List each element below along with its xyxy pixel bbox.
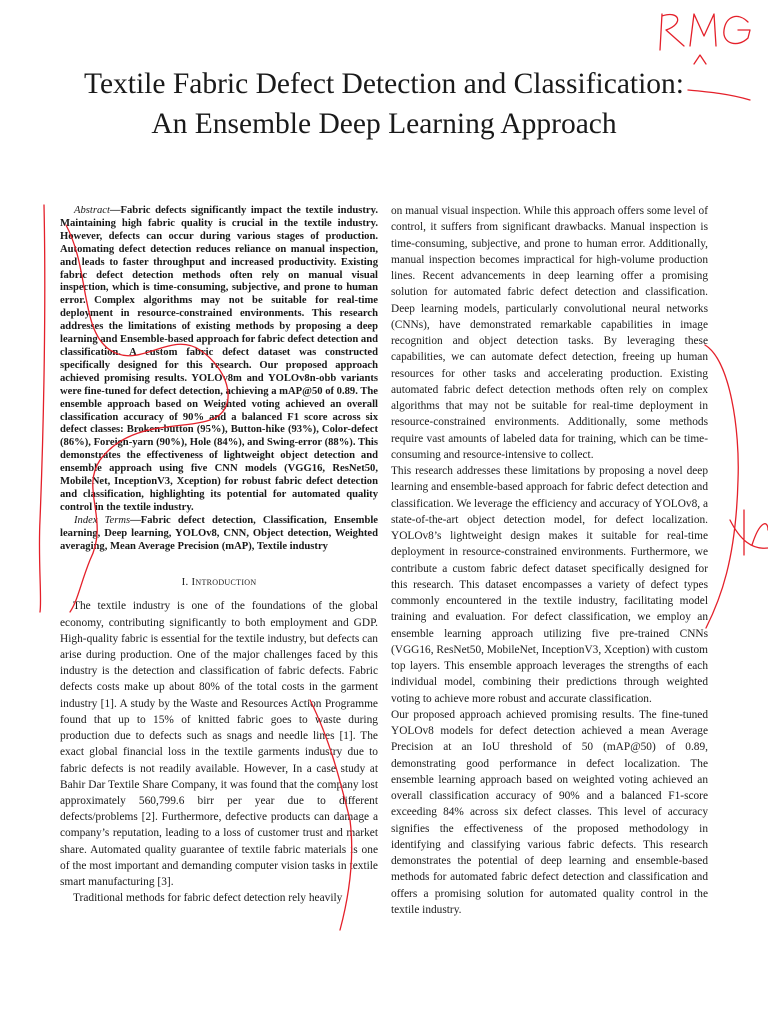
abstract-dash: — [109,205,121,216]
intro-paragraph-2: Traditional methods for fabric defect detection rely heavily [73,892,343,905]
paper-title [40,64,728,144]
annotation-right-bracket [705,345,738,628]
annotation-left-bracket [39,205,44,612]
abstract [60,205,378,515]
intro-paragraph-5: Our proposed approach achieved promising results. The fine-tuned YOLOv8 models for defect detection achieved a mean Average Precision at an IoU threshold of 50 (mAP@50) of 0.89, demonstrating good performance in defect localization. The ensemble learning approach based on weighted voting achieved an overall classification accuracy of 90% and a balanced F1-score exceeding 84% across six defect classes. This level of accuracy signifies the effectiveness of the proposed methodology in identifying and classifying various fabric defects. This research demonstrates the potential of deep learning and ensemble-based methods for automated fabric defect detection and classification and offers a promising solution for automated quality control in the textile industry. [391,708,708,916]
title-line-1: Textile Fabric Defect Detection and Classification: [83,68,684,100]
annotation-rmg [660,14,750,50]
index-terms-lead: Index Terms [74,514,131,526]
abstract-text: Fabric defects significantly impact the textile industry. Maintaining high fabric quality is crucial in the textile industry. However, defects can occur during various stages of production. Automating defect detection reduces reliance on manual inspection, and leads to faster throughput and increased productivity. Existing fabric defect detection methods often rely on manual visual inspection, which is time-consuming, subjective, and prone to human error. Complex algorithms may not be suitable for real-time deployment in resource-constrained environments. This research addresses the limitations of existing methods by proposing a deep learning and Ensemble-based approach for fabric defect detection and classification. A custom fabric defect dataset was constructed specifically designed for this research. Our proposed approach achieved promising results. YOLOv8m and YOLOv8n-obb variants were fine-tuned for defect detection, achieving a mAP@50 of 0.89. The ensemble approach based on Weighted voting achieved an overall classification accuracy of 90% and a balanced F1 score across six defect classes: Broken-button (95%), Button-hike (93%), Color-defect (86%), Foreign-yarn (90%), Hole (84%), and Swing-error (88%). This demonstrates the effectiveness of lightweight object detection and ensemble approach using five CNN models (VGG16, ResNet50, MobileNet, InceptionV3, Xception) for robust fabric defect detection and classification, highlighting its potential for automated quality control in the textile industry. [60,205,379,513]
intro-paragraph-1: The textile industry is one of the foundations of the global economy, contributing significantly to both employment and GDP. High-quality fabric is essential for the textile industry, but defects can arise during production. One of the major challenges faced by this industry is the detection and classification of fabric defects. Fabric defects costs make up about 80% of the total costs in the garment industry [1]. A study by the Waste and Resources Action Programme found that up to 15% of knitted fabric goes to waste during production due to defects such as snags and needle lines [1]. The exact global financial loss in the textile garments industry due to fabric defects is not readily available. However, In a case study at Bahir Dar Textile Share Company, it was found that the company lost approximately 560,799.6 birr per year due to different defects/problems [2]. Furthermore, defective products can damage a company’s reputation, leading to a loss of customer trust and market share. Automated quality guarantee of textile fabric materials is one of the most important and demanding computer vision tasks in textile smart manufacturing [3]. [60,600,378,888]
right-column [391,203,708,918]
index-terms [60,515,378,554]
section-number: I. [181,576,189,589]
index-terms-text: Fabric defect detection, Classification, Ensemble learning, Deep learning, YOLOv8, CNN, Object detection, Weighted averaging, Mean Average Precision (mAP), Textile industry [60,514,378,552]
annotation-tre [730,510,768,555]
abstract-lead: Abstract [74,205,110,216]
section-title: Introduction [191,576,257,589]
annotation-caret [694,55,706,64]
section-heading-introduction [60,576,378,588]
title-line-2: An Ensemble Deep Learning Approach [151,108,617,140]
intro-paragraph-4: This research addresses these limitations by proposing a novel deep learning and ensemble-based approach for fabric defect detection and classification. We leverage the efficiency and accuracy of YOLOv8, a state-of-the-art object detection model, for defect localization. YOLOv8’s lightweight design makes it suitable for real-time deployment in resource-constrained environments. Furthermore, we contribute a custom fabric defect dataset specifically designed for this research. This dataset encompasses a variety of defect types commonly encountered in the textile industry, facilitating model training and evaluation. For defect classification, we employ an ensemble learning approach utilizing five pre-trained CNNs (VGG16, ResNet50, MobileNet, InceptionV3, Xception) with custom top layers. This ensemble approach leverages the strengths of each individual model, combining their predictions through weighted voting to achieve more robust and accurate classification. [391,465,708,705]
left-column [60,205,378,906]
intro-paragraph-3: on manual visual inspection. While this approach offers some level of control, it suffers from significant drawbacks. Manual inspection is time-consuming, subjective, and prone to human error. Additionally, manual inspection becomes impractical for high-volume production lines. Recent advancements in deep learning offer a promising solution for automated fabric defect detection and classification. Deep learning models, particularly convolutional neural networks (CNNs), have demonstrated remarkable capabilities in image recognition and object detection tasks. By leveraging these capabilities, we can automate defect detection, freeing up human resources for other tasks and accelerating production. Existing automated fabric defect detection methods often rely on complex algorithms that may not be suitable for real-time deployment in resource-constrained environments. Additionally, some methods require vast amounts of labeled data for training, which can be time-consuming and resource-intensive to collect. [391,205,708,461]
index-terms-dash: — [130,514,141,526]
